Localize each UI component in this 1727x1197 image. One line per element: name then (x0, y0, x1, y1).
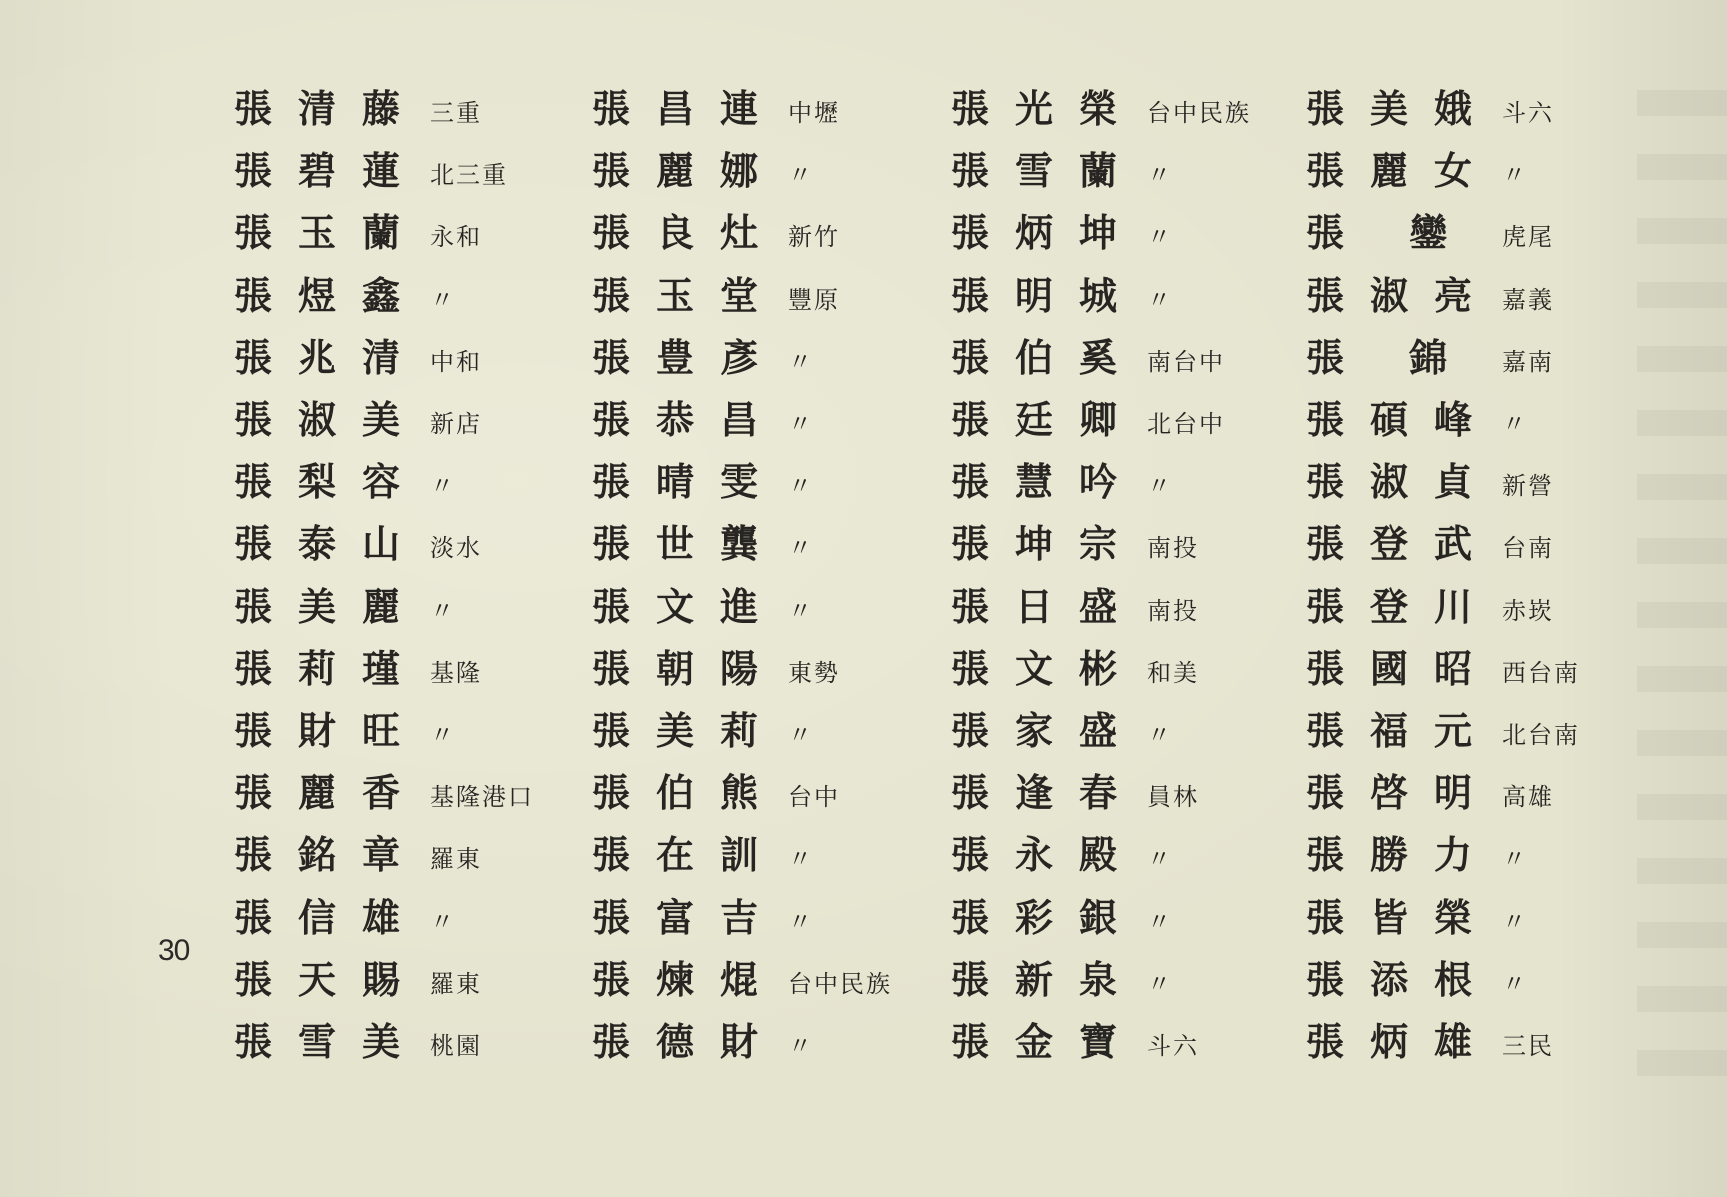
person-name: 張永殿 (951, 832, 1144, 878)
person-name: 張清藤 (234, 86, 427, 131)
person-name: 張登武 (1306, 521, 1499, 567)
place-name: 〃 (430, 472, 456, 501)
person-name: 張麗女 (1306, 148, 1499, 194)
place-name: 新店 (430, 410, 482, 438)
person-name: 張雪美 (234, 1019, 427, 1064)
list-row (0, 391, 1727, 451)
place-name: 〃 (1502, 410, 1528, 438)
person-name: 張德財 (592, 1019, 785, 1064)
person-name: 張炳坤 (951, 210, 1144, 256)
person-name: 張家盛 (951, 708, 1144, 753)
person-name: 張莉瑾 (234, 645, 427, 691)
person-name: 張昌連 (592, 86, 785, 131)
place-name: 基隆港口 (430, 783, 534, 812)
place-name: 斗六 (1147, 1032, 1199, 1060)
place-name: 〃 (1502, 845, 1528, 874)
person-name: 張 錦 (1306, 334, 1474, 380)
person-name: 張兆清 (234, 334, 427, 380)
list-row (0, 142, 1727, 202)
person-name: 張文彬 (951, 645, 1144, 691)
list-row (0, 1013, 1727, 1073)
place-name: 北三重 (430, 161, 508, 190)
place-name: 〃 (430, 907, 456, 936)
place-name: 中和 (430, 347, 482, 376)
place-name: 南投 (1147, 596, 1199, 625)
place-name: 中壢 (788, 99, 840, 127)
place-name: 北台中 (1147, 410, 1225, 438)
place-name: 新竹 (788, 223, 840, 252)
place-name: 羅東 (430, 969, 482, 998)
place-name: 嘉南 (1502, 347, 1554, 376)
person-name: 張金寶 (951, 1019, 1144, 1064)
person-name: 張梨容 (234, 459, 427, 505)
person-name: 張添根 (1306, 956, 1499, 1002)
person-name: 張勝力 (1306, 832, 1499, 878)
place-name: 豐原 (788, 285, 840, 314)
person-name: 張逢春 (951, 770, 1144, 816)
place-name: 〃 (1147, 721, 1173, 749)
person-name: 張信雄 (234, 894, 427, 940)
place-name: 〃 (1147, 223, 1173, 252)
person-name: 張伯奚 (951, 334, 1144, 380)
list-row (0, 951, 1727, 1011)
place-name: 〃 (788, 472, 814, 501)
place-name: 南台中 (1147, 347, 1225, 376)
place-name: 〃 (788, 596, 814, 625)
place-name: 〃 (788, 907, 814, 936)
person-name: 張國昭 (1306, 645, 1499, 691)
place-name: 北台南 (1502, 721, 1580, 749)
person-name: 張美麗 (234, 583, 427, 629)
list-row (0, 889, 1727, 949)
place-name: 〃 (1147, 969, 1173, 998)
list-row (0, 329, 1727, 389)
person-name: 張伯熊 (592, 770, 785, 816)
place-name: 桃園 (430, 1032, 482, 1060)
place-name: 〃 (1502, 161, 1528, 190)
person-name: 張財旺 (234, 708, 427, 753)
place-name: 〃 (788, 1032, 814, 1060)
place-name: 〃 (788, 534, 814, 563)
person-name: 張富吉 (592, 894, 785, 940)
person-name: 張泰山 (234, 521, 427, 567)
list-row (0, 640, 1727, 700)
place-name: 斗六 (1502, 99, 1554, 127)
person-name: 張廷卿 (951, 397, 1144, 442)
place-name: 虎尾 (1502, 223, 1554, 252)
person-name: 張光榮 (951, 86, 1144, 131)
place-name: 新營 (1502, 472, 1554, 501)
list-row (0, 80, 1727, 140)
person-name: 張登川 (1306, 583, 1499, 629)
place-name: 〃 (788, 410, 814, 438)
place-name: 台中民族 (788, 969, 892, 998)
list-row (0, 453, 1727, 513)
place-name: 〃 (1502, 969, 1528, 998)
person-name: 張天賜 (234, 956, 427, 1002)
person-name: 張雪蘭 (951, 148, 1144, 194)
place-name: 羅東 (430, 845, 482, 874)
person-name: 張淑貞 (1306, 459, 1499, 505)
place-name: 〃 (788, 161, 814, 190)
person-name: 張麗香 (234, 770, 427, 816)
place-name: 赤崁 (1502, 596, 1554, 625)
person-name: 張銘章 (234, 832, 427, 878)
person-name: 張恭昌 (592, 397, 785, 442)
place-name: 〃 (430, 596, 456, 625)
person-name: 張在訓 (592, 832, 785, 878)
person-name: 張炳雄 (1306, 1019, 1499, 1064)
place-name: 〃 (1147, 161, 1173, 190)
place-name: 〃 (1147, 285, 1173, 314)
person-name: 張明城 (951, 272, 1144, 318)
list-row (0, 578, 1727, 638)
place-name: 和美 (1147, 658, 1199, 687)
place-name: 〃 (430, 285, 456, 314)
list-row (0, 826, 1727, 886)
place-name: 〃 (1147, 472, 1173, 501)
person-name: 張新泉 (951, 956, 1144, 1002)
page-number: 30 (158, 934, 190, 967)
person-name: 張日盛 (951, 583, 1144, 629)
person-name: 張碩峰 (1306, 397, 1499, 442)
person-name: 張淑亮 (1306, 272, 1499, 318)
person-name: 張朝陽 (592, 645, 785, 691)
person-name: 張彩銀 (951, 894, 1144, 940)
list-row (0, 702, 1727, 762)
place-name: 西台南 (1502, 658, 1580, 687)
place-name: 〃 (788, 721, 814, 749)
place-name: 台中民族 (1147, 99, 1251, 127)
place-name: 三民 (1502, 1032, 1554, 1060)
list-row (0, 515, 1727, 575)
person-name: 張麗娜 (592, 148, 785, 194)
place-name: 嘉義 (1502, 285, 1554, 314)
person-name: 張福元 (1306, 708, 1499, 753)
place-name: 〃 (1147, 845, 1173, 874)
place-name: 永和 (430, 223, 482, 252)
person-name: 張豊彥 (592, 334, 785, 380)
place-name: 員林 (1147, 783, 1199, 812)
person-name: 張啓明 (1306, 770, 1499, 816)
person-name: 張慧吟 (951, 459, 1144, 505)
list-row (0, 267, 1727, 327)
place-name: 台南 (1502, 534, 1554, 563)
place-name: 高雄 (1502, 783, 1554, 812)
person-name: 張煉焜 (592, 956, 785, 1002)
person-name: 張皆榮 (1306, 894, 1499, 940)
place-name: 三重 (430, 99, 482, 127)
person-name: 張坤宗 (951, 521, 1144, 567)
place-name: 南投 (1147, 534, 1199, 563)
person-name: 張美娥 (1306, 86, 1499, 131)
person-name: 張玉堂 (592, 272, 785, 318)
place-name: 台中 (788, 783, 840, 812)
place-name: 〃 (788, 845, 814, 874)
person-name: 張 鑾 (1306, 210, 1474, 256)
list-row (0, 764, 1727, 824)
list-row (0, 204, 1727, 264)
place-name: 淡水 (430, 534, 482, 563)
person-name: 張玉蘭 (234, 210, 427, 256)
person-name: 張晴雯 (592, 459, 785, 505)
person-name: 張良灶 (592, 210, 785, 256)
person-name: 張煜鑫 (234, 272, 427, 318)
place-name: 東勢 (788, 658, 840, 687)
place-name: 〃 (788, 347, 814, 376)
place-name: 〃 (1502, 907, 1528, 936)
person-name: 張文進 (592, 583, 785, 629)
place-name: 〃 (1147, 907, 1173, 936)
place-name: 〃 (430, 721, 456, 749)
person-name: 張淑美 (234, 397, 427, 442)
person-name: 張碧蓮 (234, 148, 427, 194)
place-name: 基隆 (430, 658, 482, 687)
person-name: 張世龔 (592, 521, 785, 567)
person-name: 張美莉 (592, 708, 785, 753)
